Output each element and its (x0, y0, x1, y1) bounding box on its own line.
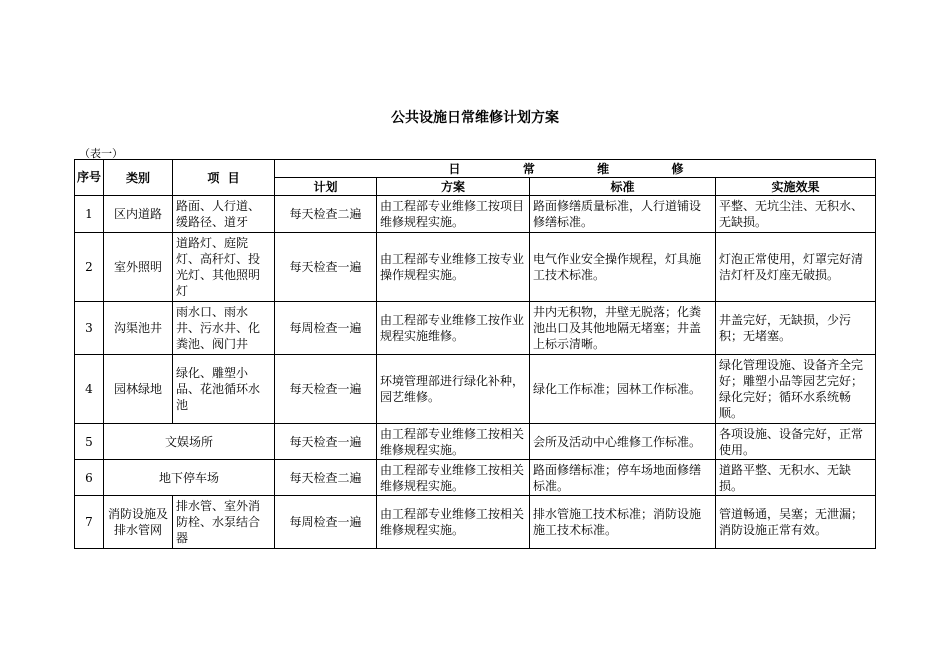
row-standard: 路面修缮质量标准，人行道铺设修缮标准。 (530, 196, 716, 233)
row-category: 消防设施及排水管网 (104, 496, 173, 549)
row-scheme: 由工程部专业维修工按相关维修规程实施。 (377, 496, 530, 549)
header-plan: 计划 (275, 178, 377, 196)
table-row (75, 424, 876, 460)
row-item: 绿化、雕塑小品、花池循环水池 (173, 355, 275, 424)
row-plan: 每天检查一遍 (275, 233, 377, 302)
row-scheme: 由工程部专业维修工按相关维修规程实施。 (377, 460, 530, 496)
row-no: 4 (75, 355, 104, 424)
row-category: 园林绿地 (104, 355, 173, 424)
table-row (75, 302, 876, 355)
row-no: 2 (75, 233, 104, 302)
row-item: 道路灯、庭院灯、高秆灯、投光灯、其他照明灯 (173, 233, 275, 302)
row-standard: 绿化工作标准；园林工作标准。 (530, 355, 716, 424)
header-scheme: 方案 (377, 178, 530, 196)
header-no: 序号 (75, 160, 104, 196)
row-no: 5 (75, 424, 104, 460)
header-daily-maintenance: 日 常 维 修 (275, 160, 876, 178)
row-no: 7 (75, 496, 104, 549)
row-no: 3 (75, 302, 104, 355)
header-item: 项 目 (173, 160, 275, 196)
row-plan: 每周检查一遍 (275, 496, 377, 549)
row-item: 路面、人行道、缓路径、道牙 (173, 196, 275, 233)
row-item: 排水管、室外消防栓、水泵结合器 (173, 496, 275, 549)
row-name: 文娱场所 (104, 424, 275, 460)
header-effect: 实施效果 (716, 178, 876, 196)
table-row (75, 233, 876, 302)
row-plan: 每天检查一遍 (275, 355, 377, 424)
row-name: 地下停车场 (104, 460, 275, 496)
row-plan: 每天检查二遍 (275, 460, 377, 496)
row-item: 雨水口、雨水井、污水井、化粪池、阀门井 (173, 302, 275, 355)
row-standard: 路面修缮标准；停车场地面修缮标准。 (530, 460, 716, 496)
row-effect: 灯泡正常使用，灯罩完好清洁灯杆及灯座无破损。 (716, 233, 876, 302)
table-tag: （表一） (79, 147, 123, 160)
row-no: 1 (75, 196, 104, 233)
header-category: 类别 (104, 160, 173, 196)
row-effect: 绿化管理设施、设备齐全完好；雕塑小品等园艺完好；绿化完好；循环水系统畅顺。 (716, 355, 876, 424)
row-scheme: 环境管理部进行绿化补种，园艺维修。 (377, 355, 530, 424)
row-category: 区内道路 (104, 196, 173, 233)
row-effect: 井盖完好，无缺损，少污积；无堵塞。 (716, 302, 876, 355)
row-plan: 每天检查一遍 (275, 424, 377, 460)
row-plan: 每周检查一遍 (275, 302, 377, 355)
row-effect: 平整、无坑尘洼、无积水、无缺损。 (716, 196, 876, 233)
row-no: 6 (75, 460, 104, 496)
table-row (75, 355, 876, 424)
row-scheme: 由工程部专业维修工按专业操作规程实施。 (377, 233, 530, 302)
row-scheme: 由工程部专业维修工按项目维修规程实施。 (377, 196, 530, 233)
document-title: 公共设施日常维修计划方案 (391, 110, 559, 126)
row-effect: 管道畅通，吴塞；无泄漏；消防设施正常有效。 (716, 496, 876, 549)
row-category: 室外照明 (104, 233, 173, 302)
row-standard: 会所及活动中心维修工作标准。 (530, 424, 716, 460)
row-standard: 电气作业安全操作规程，灯具施工技术标准。 (530, 233, 716, 302)
row-scheme: 由工程部专业维修工按作业规程实施维修。 (377, 302, 530, 355)
row-effect: 各项设施、设备完好，正常使用。 (716, 424, 876, 460)
table-row (75, 460, 876, 496)
row-standard: 井内无积物，井壁无脱落；化粪池出口及其他地隔无堵塞；井盖上标示清晰。 (530, 302, 716, 355)
table-row (75, 196, 876, 233)
row-plan: 每天检查二遍 (275, 196, 377, 233)
maintenance-plan-table (74, 159, 876, 549)
header-standard: 标准 (530, 178, 716, 196)
row-effect: 道路平整、无积水、无缺损。 (716, 460, 876, 496)
row-category: 沟渠池井 (104, 302, 173, 355)
row-standard: 排水管施工技术标准；消防设施施工技术标准。 (530, 496, 716, 549)
row-scheme: 由工程部专业维修工按相关维修规程实施。 (377, 424, 530, 460)
table-row (75, 496, 876, 549)
